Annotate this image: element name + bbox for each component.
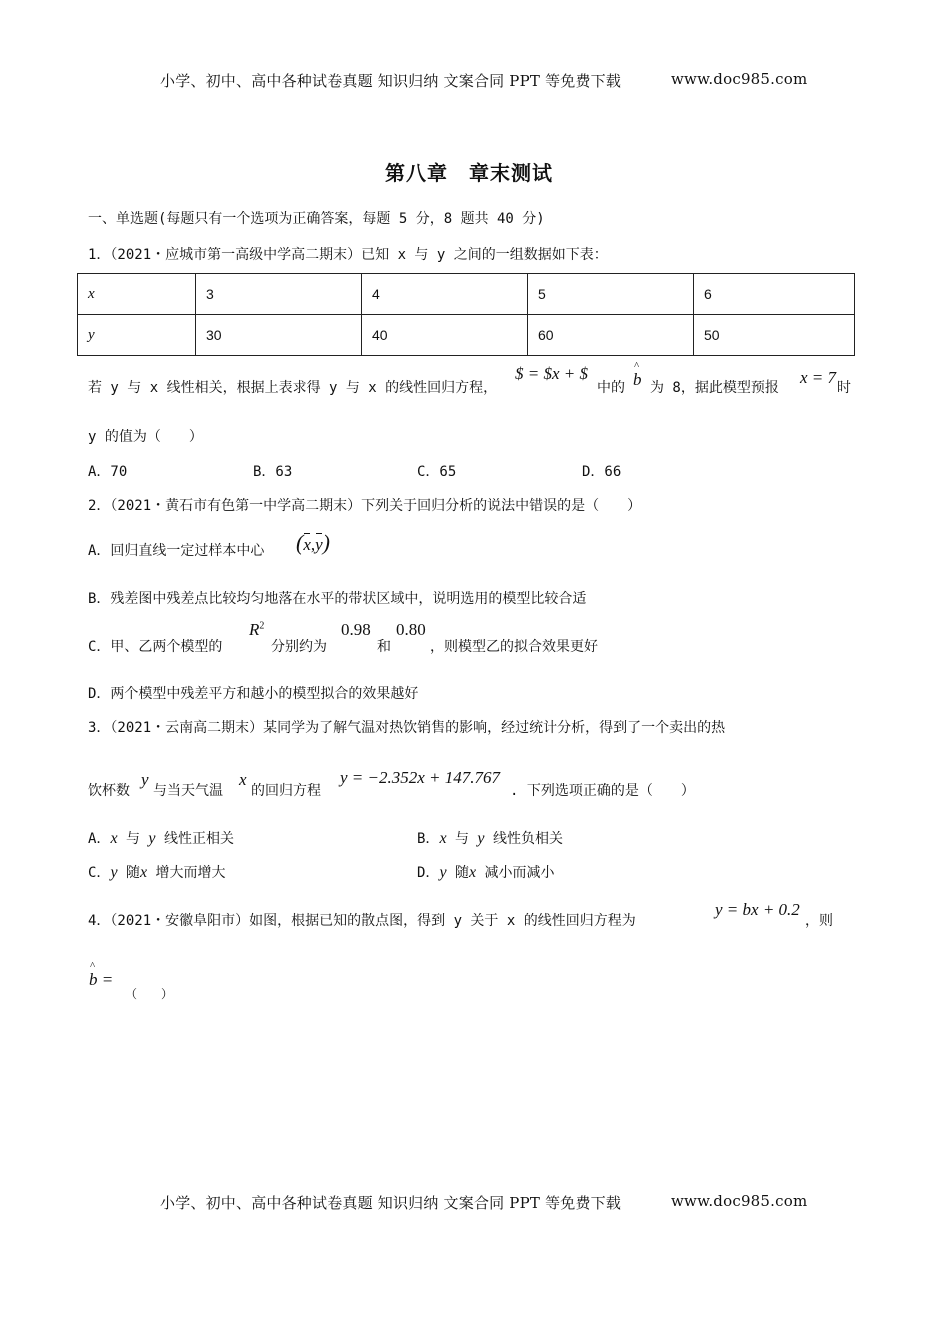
q4-answer-paren: （ ） — [125, 987, 174, 1001]
option-text: 线性正相关 — [163, 831, 234, 847]
q3-regression-eq: y = −2.352x + 147.767 — [340, 768, 501, 787]
table-cell: y — [78, 315, 196, 356]
b-hat-symbol: ^ b — [633, 370, 642, 390]
option-letter: D． — [417, 865, 440, 881]
q3-line2-a: 饮杯数 — [88, 783, 130, 799]
r-exponent: 2 — [259, 620, 265, 632]
connector: 与 — [454, 831, 469, 847]
q4-stem: 4．（2021・安徽阜阳市）如图，根据已知的散点图，得到 y 关于 x 的线性回归方程为 — [88, 913, 636, 929]
q3-option-c[interactable] — [88, 862, 226, 882]
q2-option-c-d: ，则模型乙的拟合效果更好 — [430, 639, 598, 655]
q1-condition: x = 7 — [800, 368, 837, 387]
header-text: 小学、初中、高中各种试卷真题 知识归纳 文案合同 PPT 等免费下载 — [160, 72, 622, 90]
q1-stem: 1．（2021・应城市第一高级中学高二期末）已知 x 与 y 之间的一组数据如下表： — [88, 247, 608, 263]
q3-line2-b: 与当天气温 — [153, 783, 223, 799]
y-symbol: y — [477, 830, 485, 847]
q2-option-c-a[interactable]: C．甲、乙两个模型的 — [88, 639, 223, 655]
x-symbol: x — [439, 830, 447, 847]
q2-option-d[interactable]: D．两个模型中残差平方和越小的模型拟合的效果越好 — [88, 686, 419, 702]
table-cell: 5 — [528, 274, 694, 315]
q3-option-b[interactable] — [417, 828, 563, 848]
q1-line2-d: 时 — [837, 380, 851, 396]
q1-bhat — [633, 370, 642, 390]
x-symbol: x — [468, 864, 477, 881]
q1-line2-b: 中的 — [597, 380, 625, 396]
q3-option-d[interactable] — [417, 862, 555, 882]
q1-option-b[interactable]: B．63 — [253, 464, 293, 480]
connector: 随 — [125, 865, 140, 881]
connector: 与 — [125, 831, 140, 847]
section-heading: 一、单选题(每题只有一个选项为正确答案，每题 5 分，8 题共 40 分) — [88, 211, 545, 227]
q3-line2-c: 的回归方程 — [251, 783, 321, 799]
y-symbol: y — [110, 864, 118, 881]
option-letter: C． — [88, 865, 111, 881]
table-cell: 3 — [196, 274, 362, 315]
header-url[interactable]: www.doc985.com — [671, 70, 808, 88]
q2-option-c-c: 和 — [377, 639, 391, 655]
option-letter: A． — [88, 831, 111, 847]
q1-line2-a: 若 y 与 x 线性相关，根据上表求得 y 与 x 的线性回归方程， — [88, 380, 498, 396]
q3-y-symbol: y — [141, 770, 149, 789]
option-text: 线性负相关 — [492, 831, 563, 847]
q2-option-a[interactable]: A．回归直线一定过样本中心 — [88, 543, 265, 559]
q4-regression-eq: y = bx + 0.2 — [715, 900, 800, 919]
table-cell: 4 — [362, 274, 528, 315]
q2-r-squared — [249, 620, 264, 640]
q2-value-1: 0.98 — [341, 620, 371, 639]
q3-stem: 3．（2021・云南高二期末）某同学为了解气温对热饮销售的影响，经过统计分析，得到了一个卖出的热 — [88, 720, 726, 736]
q2-stem: 2．（2021・黄石市有色第一中学高二期末）下列关于回归分析的说法中错误的是（ ） — [88, 498, 642, 514]
q1-regression-eq: $ = $x + $ — [515, 364, 588, 383]
footer-url[interactable]: www.doc985.com — [671, 1192, 808, 1210]
table-cell: 60 — [528, 315, 694, 356]
q2-sample-center: (x,y) — [296, 530, 330, 555]
q4-tail: ，则 — [805, 913, 833, 929]
connector: 随 — [454, 865, 469, 881]
b-hat-equals: ^ b = — [89, 970, 113, 990]
x-symbol: x — [110, 830, 118, 847]
y-symbol: y — [148, 830, 156, 847]
r-symbol: R — [249, 620, 260, 639]
q1-line2-c: 为 8，据此模型预报 — [650, 380, 779, 396]
page-title: 第八章 章末测试 — [385, 161, 553, 185]
y-bar-symbol: y — [315, 535, 323, 554]
q4-line2 — [89, 970, 113, 990]
table-row — [78, 315, 855, 356]
q1-line3: y 的值为（ ） — [88, 429, 203, 445]
q1-option-c[interactable]: C．65 — [417, 464, 457, 480]
q1-option-a[interactable]: A．70 — [88, 464, 128, 480]
q1-option-d[interactable]: D．66 — [582, 464, 622, 480]
table-cell: x — [78, 274, 196, 315]
option-letter: B． — [417, 831, 440, 847]
q3-x-symbol: x — [239, 770, 247, 789]
table-row — [78, 274, 855, 315]
q2-option-b[interactable]: B．残差图中残差点比较均匀地落在水平的带状区域中，说明选用的模型比较合适 — [88, 591, 587, 607]
option-text: 增大而增大 — [155, 865, 226, 881]
q2-option-c-b: 分别约为 — [271, 639, 327, 655]
q2-value-2: 0.80 — [396, 620, 426, 639]
table-cell: 30 — [196, 315, 362, 356]
table-cell: 40 — [362, 315, 528, 356]
table-cell: 50 — [694, 315, 855, 356]
x-symbol: x — [139, 864, 148, 881]
q1-data-table — [77, 273, 855, 356]
option-text: 减小而减小 — [484, 865, 555, 881]
footer-text: 小学、初中、高中各种试卷真题 知识归纳 文案合同 PPT 等免费下载 — [160, 1194, 622, 1212]
q3-option-a[interactable] — [88, 828, 234, 848]
table-cell: 6 — [694, 274, 855, 315]
y-symbol: y — [439, 864, 447, 881]
q3-line2-d: . 下列选项正确的是（ ） — [510, 783, 695, 799]
x-bar-symbol: x — [303, 535, 311, 554]
